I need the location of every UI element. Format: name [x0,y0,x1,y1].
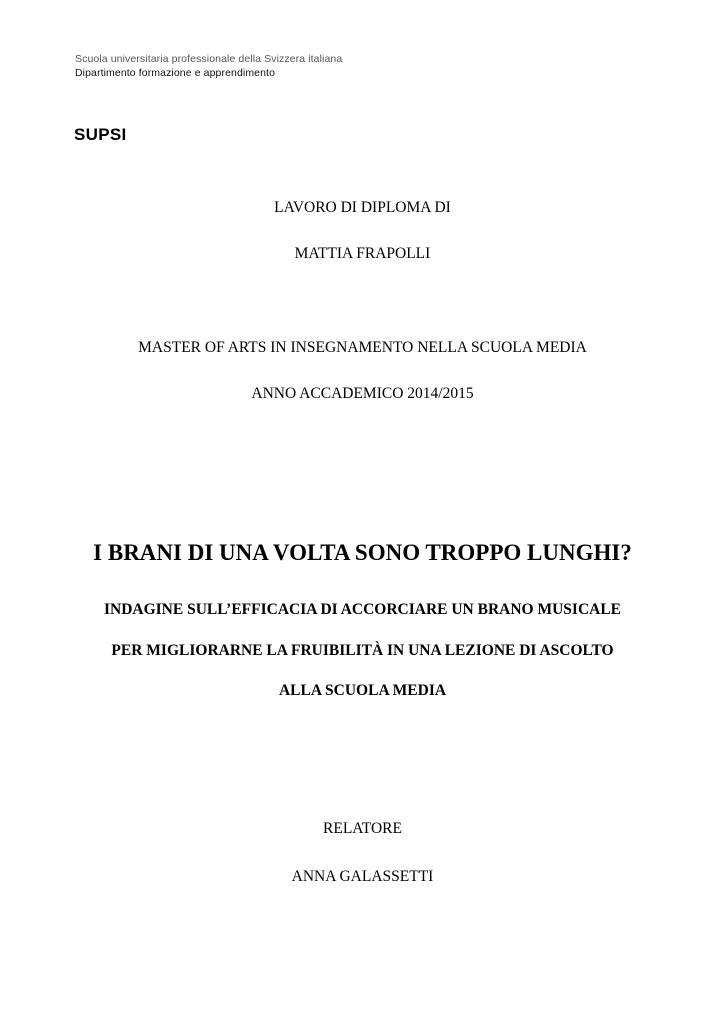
supsi-logo: SUPSI [74,125,127,144]
author-name: MATTIA FRAPOLLI [294,245,431,262]
institution-header [75,52,342,80]
program-name: MASTER OF ARTS IN INSEGNAMENTO NELLA SCUOLA MEDIA [138,339,587,356]
institution-name: Scuola universitaria professionale della Svizzera italiana [75,53,343,65]
subtitle-line: INDAGINE SULL’EFFICACIA DI ACCORCIARE UN BRANO MUSICALE [103,601,622,618]
advisor-label: RELATORE [323,820,402,837]
thesis-title: I BRANI DI UNA VOLTA SONO TROPPO LUNGHI? [93,540,632,565]
subtitle-line: ALLA SCUOLA MEDIA [278,682,447,699]
advisor-name: ANNA GALASSETTI [291,868,434,885]
work-type: LAVORO DI DIPLOMA DI [274,199,451,216]
department-name: Dipartimento formazione e apprendimento [75,67,276,79]
subtitle-line: PER MIGLIORARNE LA FRUIBILITÀ IN UNA LEZIONE DI ASCOLTO [111,642,614,659]
academic-year: ANNO ACCADEMICO 2014/2015 [251,385,474,402]
